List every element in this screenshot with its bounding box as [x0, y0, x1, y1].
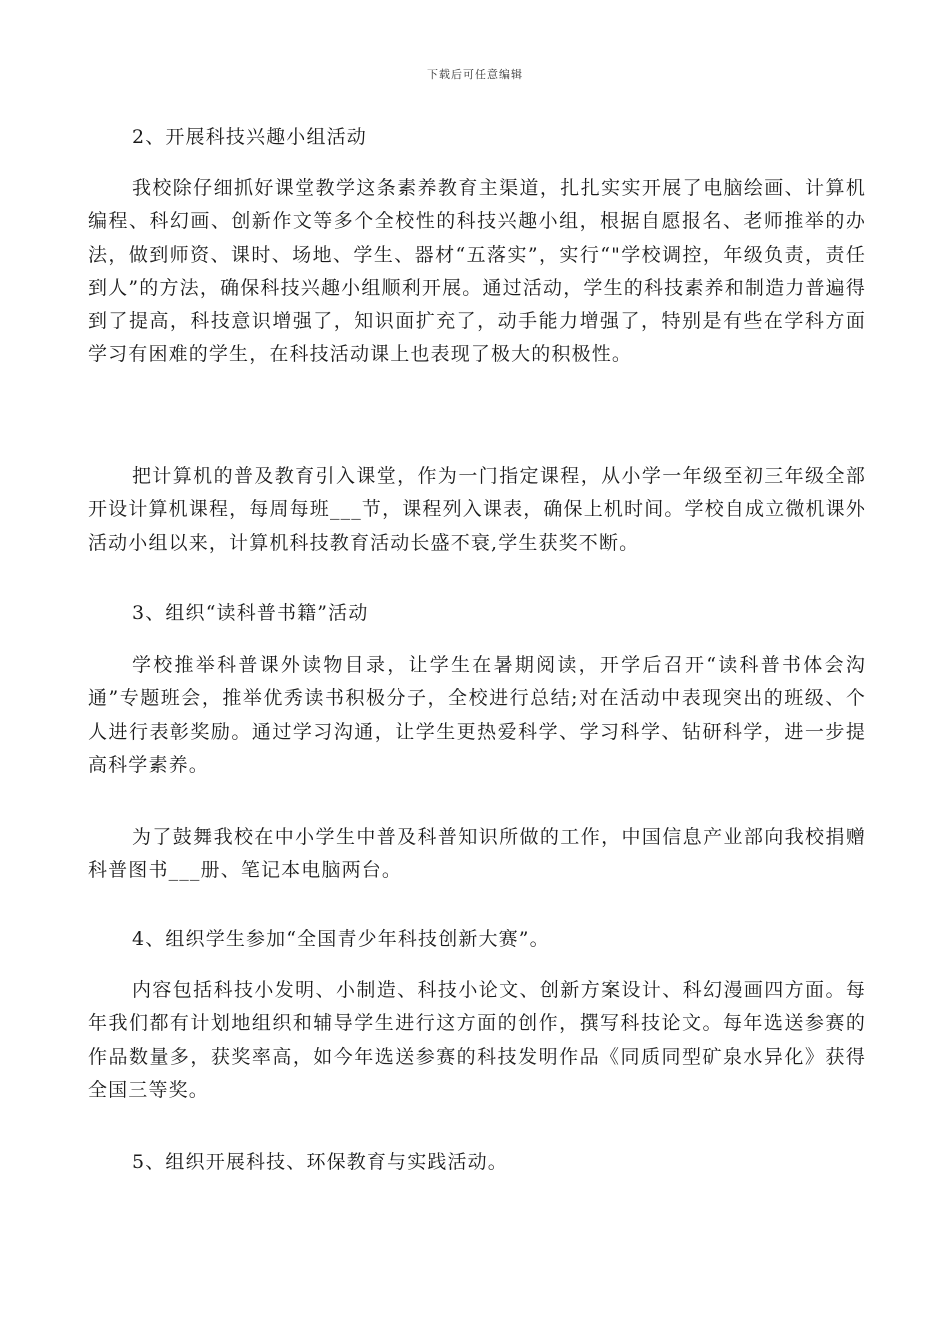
section-heading-2: 2、开展科技兴趣小组活动 — [132, 126, 367, 148]
section-heading-3: 3、组织“读科普书籍”活动 — [132, 602, 369, 624]
paragraph-reading-activity: 学校推举科普课外读物目录，让学生在暑期阅读，开学后召开“读科普书体会沟通”专题班会，推举优秀读书积极分子，全校进行总结;对在活动中表现突出的班级、个人进行表彰奖励。通过学习沟通，让学生更热爱科学、学习科学、钻研科学，进一步提高科学素养。 — [88, 654, 866, 776]
page-header: 下载后可任意编辑 — [427, 68, 523, 81]
paragraph-innovation-contest: 内容包括科技小发明、小制造、科技小论文、创新方案设计、科幻漫画四方面。每年我们都有计划地组织和辅导学生进行这方面的创作，撰写科技论文。每年选送参赛的作品数量多，获奖率高，如今年选送参赛的科技发明作品《同质同型矿泉水异化》获得全国三等奖。 — [88, 979, 866, 1101]
paragraph-book-donation: 为了鼓舞我校在中小学生中普及科普知识所做的工作，中国信息产业部向我校捐赠科普图书___册、笔记本电脑两台。 — [88, 826, 866, 882]
paragraph-science-groups: 我校除仔细抓好课堂教学这条素养教育主渠道，扎扎实实开展了电脑绘画、计算机编程、科幻画、创新作文等多个全校性的科技兴趣小组，根据自愿报名、老师推举的办法，做到师资、课时、场地、学生、器材“五落实”，实行“"学校调控，年级负责，责任到人”的方法，确保科技兴趣小组顺利开展。通过活动，学生的科技素养和制造力普遍得到了提高，科技意识增强了，知识面扩充了，动手能力增强了，特别是有些在学科方面学习有困难的学生，在科技活动课上也表现了极大的积极性。 — [88, 177, 866, 366]
section-heading-4: 4、组织学生参加“全国青少年科技创新大赛”。 — [132, 928, 550, 950]
paragraph-computer-course: 把计算机的普及教育引入课堂，作为一门指定课程，从小学一年级至初三年级全部开设计算机课程，每周每班___节，课程列入课表，确保上机时间。学校自成立微机课外活动小组以来，计算机科技教育活动长盛不衰,学生获奖不断。 — [88, 465, 866, 554]
section-heading-5: 5、组织开展科技、环保教育与实践活动。 — [132, 1151, 508, 1173]
